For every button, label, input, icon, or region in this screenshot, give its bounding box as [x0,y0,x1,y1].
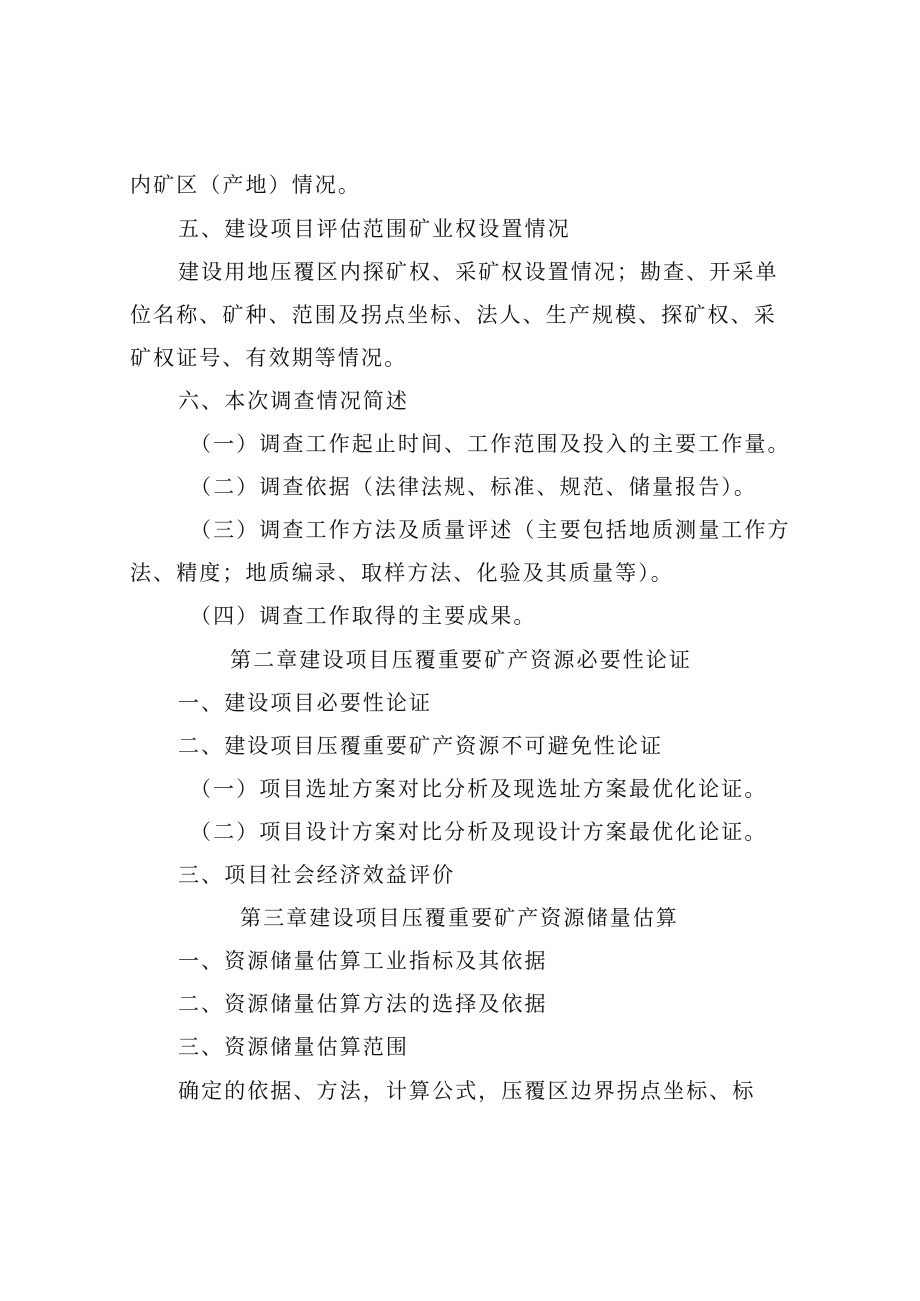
paragraph-line: 确定的依据、方法，计算公式，压覆区边界拐点坐标、标 [178,1079,756,1103]
section-heading: 一、建设项目必要性论证 [178,691,433,715]
list-item-3: （三）调查工作方法及质量评述（主要包括地质测量工作方 [190,518,791,542]
paragraph-line: 建设用地压覆区内探矿权、采矿权设置情况；勘查、开采单 [178,260,779,284]
text-line-continuation: 内矿区（产地）情况。 [130,173,361,197]
list-item-3-continuation: 法、精度；地质编录、取样方法、化验及其质量等）。 [130,561,674,585]
section-heading: 一、资源储量估算工业指标及其依据 [178,949,548,973]
list-item-1: （一）调查工作起止时间、工作范围及投入的主要工作量。 [190,432,791,456]
paragraph-line: 矿权证号、有效期等情况。 [130,346,408,370]
chapter-heading-2: 第二章建设项目压覆重要矿产资源必要性论证 [230,648,692,672]
list-item-4: （四）调查工作取得的主要成果。 [190,604,537,628]
section-heading-6: 六、本次调查情况简述 [178,389,409,413]
section-heading: 三、项目社会经济效益评价 [178,863,456,887]
list-item-2: （二）调查依据（法律法规、标准、规范、储量报告）。 [190,475,757,499]
chapter-heading-3: 第三章建设项目压覆重要矿产资源储量估算 [240,906,679,930]
list-item-1: （一）项目选址方案对比分析及现选址方案最优化论证。 [190,777,768,801]
paragraph-line: 位名称、矿种、范围及拐点坐标、法人、生产规模、探矿权、采 [130,303,777,327]
section-heading: 三、资源储量估算范围 [178,1035,409,1059]
section-heading-5: 五、建设项目评估范围矿业权设置情况 [178,217,571,241]
section-heading: 二、建设项目压覆重要矿产资源不可避免性论证 [178,734,664,758]
list-item-2: （二）项目设计方案对比分析及现设计方案最优化论证。 [190,820,768,844]
section-heading: 二、资源储量估算方法的选择及依据 [178,992,548,1016]
